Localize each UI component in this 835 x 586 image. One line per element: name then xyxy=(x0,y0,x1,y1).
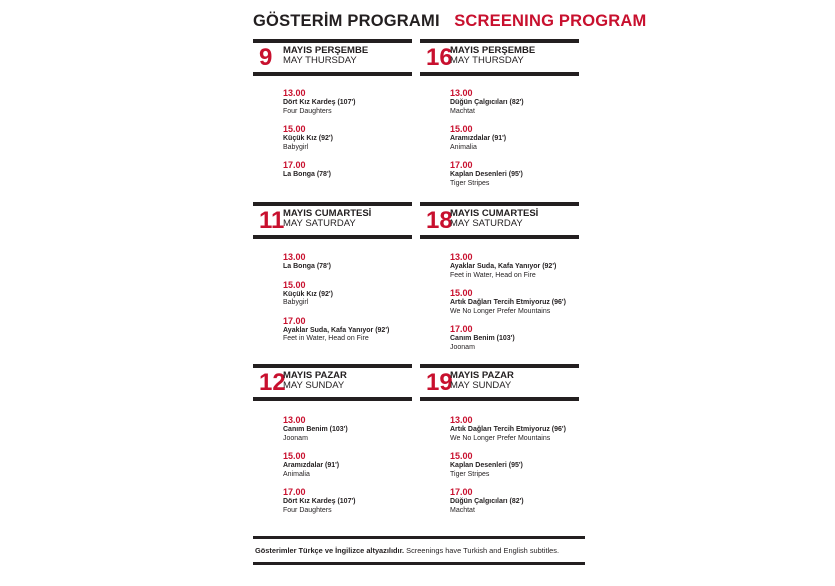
day-name-tr: MAYIS CUMARTESİ xyxy=(283,208,372,219)
screening-time: 15.00 xyxy=(283,124,306,134)
screening-time: 13.00 xyxy=(450,88,473,98)
film-title-en: Joonam xyxy=(283,434,308,442)
screening-time: 17.00 xyxy=(450,487,473,497)
day-name-en: MAY SUNDAY xyxy=(283,380,345,391)
screening-list xyxy=(283,252,413,352)
list-item xyxy=(450,288,580,316)
day-name-en: MAY THURSDAY xyxy=(283,55,357,66)
film-title: Artık Dağları Tercih Etmiyoruz (96') xyxy=(450,299,566,306)
screening-time: 17.00 xyxy=(450,160,473,170)
day-name-en: MAY SUNDAY xyxy=(450,380,512,391)
screening-time: 17.00 xyxy=(283,487,306,497)
film-title: Küçük Kız (92') xyxy=(283,290,333,298)
film-title: Kaplan Desenleri (95') xyxy=(450,462,523,469)
film-title: Aramızdalar (91') xyxy=(450,135,507,142)
film-title-en: Animalia xyxy=(450,143,477,151)
day-number: 19 xyxy=(426,369,453,396)
divider xyxy=(253,72,412,76)
title-english: SCREENING PROGRAM xyxy=(454,12,647,30)
day-number: 9 xyxy=(259,44,273,71)
screening-time: 13.00 xyxy=(283,252,306,262)
screening-time: 17.00 xyxy=(283,160,306,170)
day-name-tr: MAYIS PERŞEMBE xyxy=(450,45,536,56)
screening-list xyxy=(283,88,413,188)
screening-time: 15.00 xyxy=(283,451,306,461)
list-item xyxy=(283,451,413,479)
film-title-en: Babygirl xyxy=(283,299,309,306)
film-title: Düğün Çalgıcıları (82') xyxy=(450,99,524,106)
film-title: Ayaklar Suda, Kafa Yanıyor (92') xyxy=(283,326,390,334)
screening-time: 15.00 xyxy=(450,288,473,298)
list-item xyxy=(283,487,413,515)
divider xyxy=(253,39,412,43)
divider xyxy=(420,235,579,239)
list-item xyxy=(283,280,413,308)
day-name-tr: MAYIS PAZAR xyxy=(450,370,514,381)
screening-list xyxy=(450,415,580,523)
page-title xyxy=(253,12,647,32)
film-title: Dört Kız Kardeş (107') xyxy=(283,498,356,505)
screening-time: 17.00 xyxy=(450,324,473,334)
list-item xyxy=(283,124,413,152)
day-name-en: MAY SATURDAY xyxy=(283,218,356,229)
divider xyxy=(253,235,412,239)
film-title-en: Four Daughters xyxy=(283,506,332,514)
day-number: 11 xyxy=(259,207,285,234)
day-number: 12 xyxy=(259,369,286,396)
day-name-en: MAY SATURDAY xyxy=(450,218,523,229)
day-name-tr: MAYIS PAZAR xyxy=(283,370,347,381)
film-title: La Bonga (78') xyxy=(283,171,331,178)
list-item xyxy=(450,160,580,188)
screening-time: 13.00 xyxy=(283,415,306,425)
film-title: Kaplan Desenleri (95') xyxy=(450,171,523,178)
footer-note-en: Screenings have Turkish and English subtitles. xyxy=(406,546,559,555)
list-item xyxy=(450,252,580,280)
divider xyxy=(253,536,585,539)
list-item xyxy=(283,88,413,116)
screening-time: 13.00 xyxy=(283,88,306,98)
divider xyxy=(253,562,585,565)
list-item xyxy=(283,316,413,344)
list-item xyxy=(450,487,580,515)
screening-time: 15.00 xyxy=(283,279,306,290)
day-name-en: MAY THURSDAY xyxy=(450,55,524,66)
screening-time: 15.00 xyxy=(450,124,473,134)
film-title: Düğün Çalgıcıları (82') xyxy=(450,498,524,505)
screening-list xyxy=(283,415,413,523)
film-title: Canım Benim (103') xyxy=(283,426,348,433)
list-item xyxy=(450,88,580,116)
screening-list xyxy=(450,88,580,196)
day-number: 16 xyxy=(426,44,453,71)
film-title-en: Feet in Water, Head on Fire xyxy=(283,335,369,342)
film-title-en: Joonam xyxy=(450,343,475,351)
screening-list xyxy=(450,252,580,360)
divider xyxy=(420,72,579,76)
list-item xyxy=(450,324,580,352)
divider xyxy=(420,397,579,401)
screening-time: 17.00 xyxy=(283,315,306,326)
screening-time: 15.00 xyxy=(450,451,473,461)
film-title: La Bonga (78') xyxy=(283,263,331,270)
film-title-en: Feet in Water, Head on Fire xyxy=(450,271,536,279)
divider xyxy=(253,397,412,401)
list-item xyxy=(450,124,580,152)
film-title-en: Machtat xyxy=(450,506,475,514)
title-turkish: GÖSTERİM PROGRAMI xyxy=(253,12,440,30)
day-name-tr: MAYIS PERŞEMBE xyxy=(283,45,369,56)
film-title-en: We No Longer Prefer Mountains xyxy=(450,434,551,442)
film-title: Küçük Kız (92') xyxy=(283,135,333,142)
film-title-en: Babygirl xyxy=(283,143,309,151)
list-item xyxy=(283,252,413,272)
footer-note xyxy=(255,546,585,555)
film-title: Aramızdalar (91') xyxy=(283,462,340,469)
film-title-en: Four Daughters xyxy=(283,107,332,115)
list-item xyxy=(450,415,580,443)
list-item xyxy=(283,160,413,180)
footer-note-tr: Gösterimler Türkçe ve İngilizce altyazılıdır. xyxy=(255,546,405,555)
film-title-en: Tiger Stripes xyxy=(450,179,490,187)
film-title: Dört Kız Kardeş (107') xyxy=(283,99,356,106)
day-number: 18 xyxy=(426,207,453,234)
screening-time: 13.00 xyxy=(450,415,473,425)
film-title: Canım Benim (103') xyxy=(450,335,515,342)
film-title: Ayaklar Suda, Kafa Yanıyor (92') xyxy=(450,263,557,270)
film-title-en: Animalia xyxy=(283,470,310,478)
film-title: Artık Dağları Tercih Etmiyoruz (96') xyxy=(450,426,566,433)
day-name-tr: MAYIS CUMARTESİ xyxy=(450,208,539,219)
list-item xyxy=(450,451,580,479)
film-title-en: We No Longer Prefer Mountains xyxy=(450,307,551,315)
list-item xyxy=(283,415,413,443)
film-title-en: Tiger Stripes xyxy=(450,470,490,478)
screening-time: 13.00 xyxy=(450,252,473,262)
film-title-en: Machtat xyxy=(450,107,475,115)
